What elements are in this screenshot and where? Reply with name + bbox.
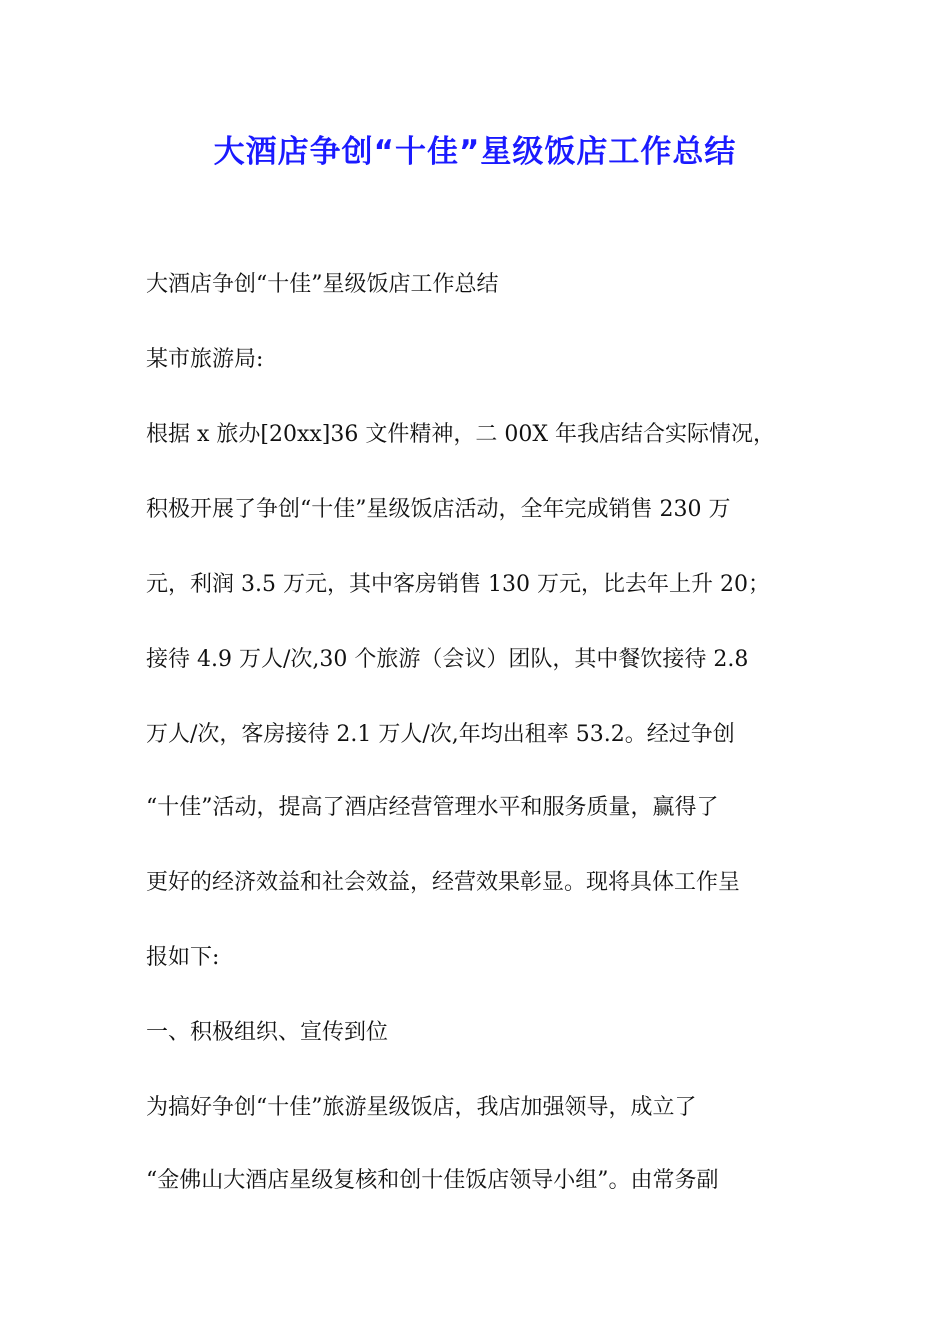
text-line: “十佳”活动，提高了酒店经营管理水平和服务质量，赢得了 <box>146 795 719 820</box>
text-line: 报如下: <box>146 945 220 970</box>
text-line: 积极开展了争创“十佳”星级饭店活动，全年完成销售 230 万 <box>146 497 731 522</box>
text-line: 根据 x 旅办[20xx]36 文件精神，二 00X 年我店结合实际情况， <box>146 422 775 447</box>
text-line: 元，利润 3.5 万元，其中客房销售 130 万元，比去年上升 20； <box>146 572 770 597</box>
text-line: “金佛山大酒店星级复核和创十佳饭店领导小组”。由常务副 <box>146 1168 719 1193</box>
text-line: 更好的经济效益和社会效益，经营效果彰显。现将具体工作呈 <box>146 870 741 895</box>
text-line-subtitle: 大酒店争创“十佳”星级饭店工作总结 <box>146 272 499 297</box>
text-line: 接待 4.9 万人/次,30 个旅游（会议）团队，其中餐饮接待 2.8 <box>146 647 749 672</box>
document-title: 大酒店争创“十佳”星级饭店工作总结 <box>213 134 737 170</box>
text-line: 为搞好争创“十佳”旅游星级饭店，我店加强领导，成立了 <box>146 1095 697 1120</box>
section-heading: 一、积极组织、宣传到位 <box>146 1020 389 1045</box>
text-line-salutation: 某市旅游局: <box>146 347 264 372</box>
text-line: 万人/次，客房接待 2.1 万人/次,年均出租率 53.2。经过争创 <box>146 722 735 747</box>
